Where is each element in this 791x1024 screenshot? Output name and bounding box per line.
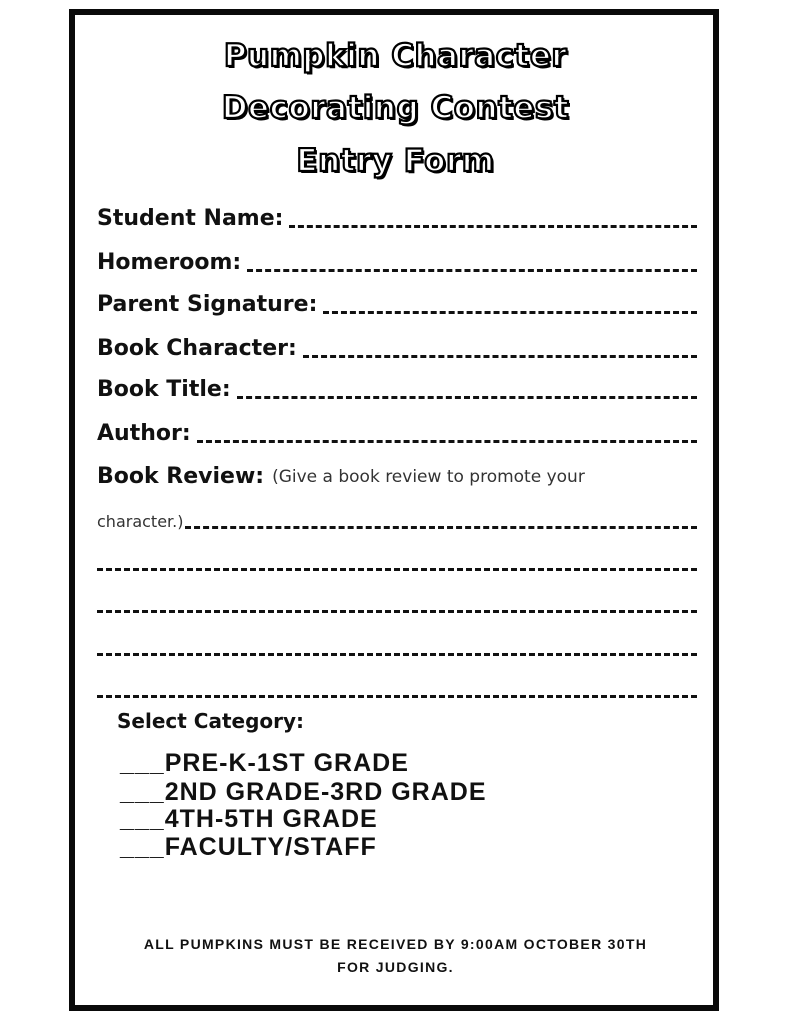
blank-line[interactable] [289, 225, 697, 228]
title-line-3: Entry Form [296, 143, 495, 179]
blank-line[interactable] [303, 355, 697, 358]
book-review-label: Book Review: [97, 464, 265, 489]
book-review-label-row [97, 460, 697, 490]
book-title-field[interactable] [97, 373, 697, 403]
deadline-note-line-1: ALL PUMPKINS MUST BE RECEIVED BY 9:00AM OCTOBER 30TH [143, 936, 648, 952]
field-label: Book Title: [97, 377, 231, 402]
field-label: Book Character: [97, 336, 297, 361]
blank-line[interactable] [197, 440, 697, 443]
category-heading: Select Category: [117, 709, 305, 733]
blank-line[interactable] [323, 311, 697, 314]
book-review-line-4[interactable] [97, 630, 697, 660]
field-label: Student Name: [97, 206, 284, 231]
blank-line[interactable] [185, 526, 697, 529]
category-option-faculty-staff[interactable]: ___FACULTY/STAFF [120, 833, 377, 861]
field-label: Parent Signature: [97, 292, 318, 317]
book-review-hint-cont: character.) [97, 512, 184, 531]
blank-line[interactable] [97, 568, 697, 571]
book-character-field[interactable] [97, 332, 697, 362]
book-review-line-5[interactable] [97, 672, 697, 702]
book-review-hint: (Give a book review to promote your [272, 467, 585, 487]
blank-line[interactable] [97, 653, 697, 656]
title-line-2: Decorating Contest [221, 90, 570, 126]
blank-line[interactable] [97, 610, 697, 613]
category-option-2nd-3rd[interactable]: ___2ND GRADE-3RD GRADE [120, 778, 487, 806]
book-review-line-3[interactable] [97, 587, 697, 617]
blank-line[interactable] [247, 269, 697, 272]
category-option-4th-5th[interactable]: ___4TH-5TH GRADE [120, 805, 378, 833]
blank-line[interactable] [97, 695, 697, 698]
category-option-prek-1st[interactable]: ___PRE-K-1ST GRADE [120, 749, 409, 777]
homeroom-field[interactable] [97, 246, 697, 276]
book-review-line-2[interactable] [97, 545, 697, 575]
parent-signature-field[interactable] [97, 288, 697, 318]
deadline-note-line-2: FOR JUDGING. [337, 959, 454, 975]
field-label: Author: [97, 421, 191, 446]
book-review-line-1[interactable] [97, 503, 697, 533]
student-name-field[interactable] [97, 202, 697, 232]
blank-line[interactable] [237, 396, 697, 399]
title-line-1: Pumpkin Character [223, 38, 568, 74]
author-field[interactable] [97, 417, 697, 447]
field-label: Homeroom: [97, 250, 242, 275]
